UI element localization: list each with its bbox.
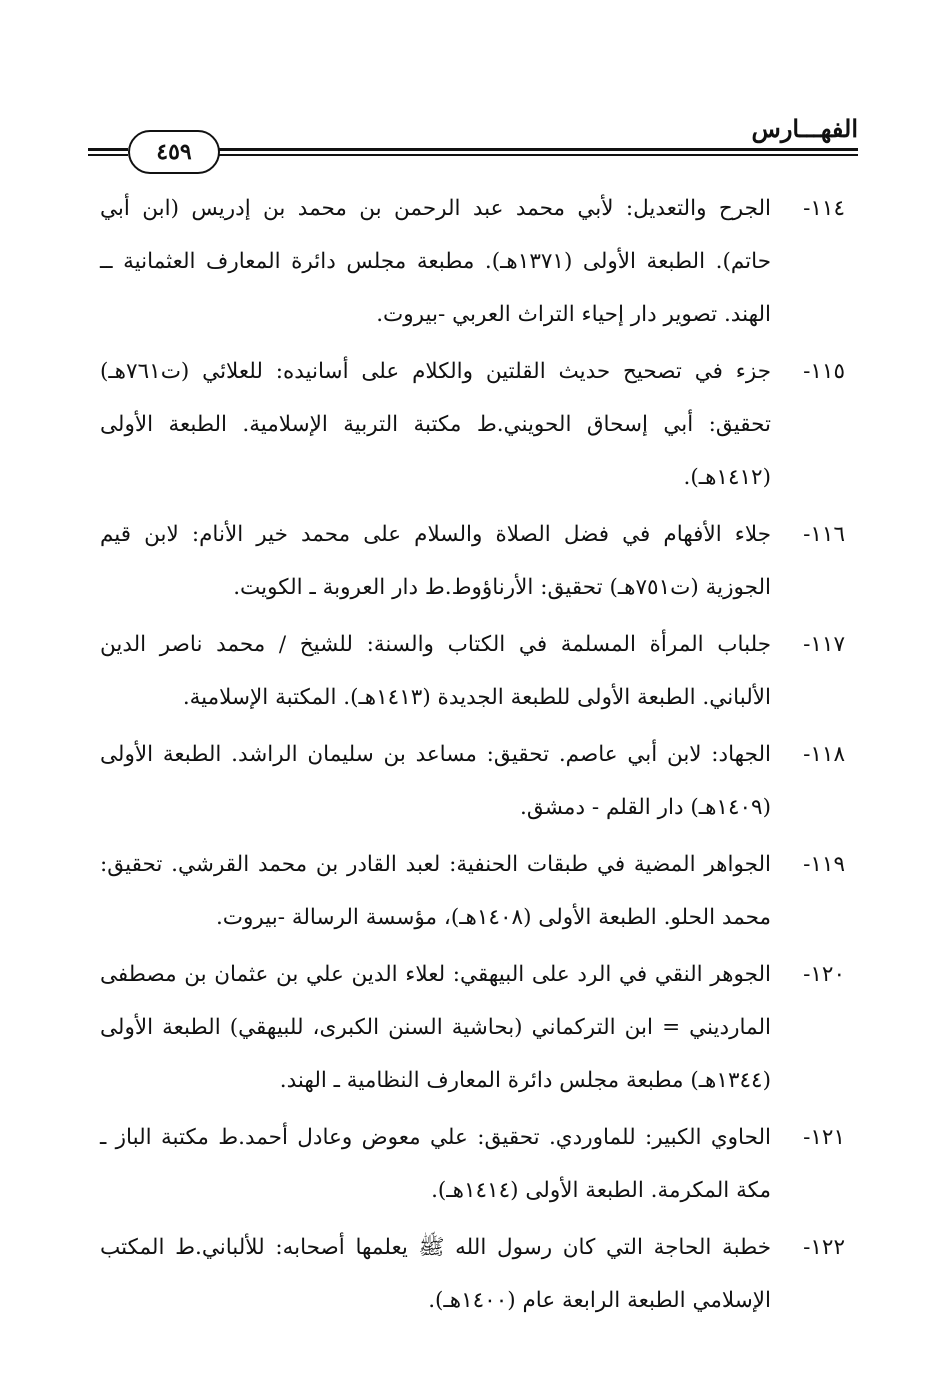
entry-text: جلاء الأفهام في فضل الصلاة والسلام على محمد خير الأنام: لابن قيم الجوزية (ت٧٥١هـ) تحقيق: الأرناؤوط.ط دار العروبة ـ الكويت.	[100, 522, 771, 600]
bibliography-entry	[100, 1111, 845, 1217]
entry-text: جلباب المرأة المسلمة في الكتاب والسنة: للشيخ / محمد ناصر الدين الألباني. الطبعة الأولى للطبعة الجديدة (١٤١٣هـ). المكتبة الإسلامية.	[100, 632, 771, 710]
bibliography-entry	[100, 838, 845, 944]
running-header	[88, 108, 858, 168]
entry-text: الجوهر النقي في الرد على البيهقي: لعلاء الدين علي بن عثمان بن مصطفى المارديني = ابن التركماني (بحاشية السنن الكبرى، للبيهقي) الطبعة الأولى (١٣٤٤هـ) مطبعة مجلس دائرة المعارف النظامية ـ الهند.	[100, 962, 771, 1093]
header-title: الفهـــارس	[751, 114, 858, 143]
entry-number: ١٢٢-	[803, 1235, 845, 1260]
entry-number: ١١٩-	[803, 852, 845, 877]
entry-number: ١١٨-	[803, 742, 845, 767]
entry-number: ١١٤-	[803, 196, 845, 221]
bibliography-entry	[100, 508, 845, 614]
entry-text: جزء في تصحيح حديث القلتين والكلام على أسانيده: للعلائي (ت٧٦١هـ) تحقيق: أبي إسحاق الحويني.ط مكتبة التربية الإسلامية. الطبعة الأولى (١٤١٢هـ).	[100, 359, 771, 490]
header-rule-right	[216, 148, 858, 156]
entry-text: الجهاد: لابن أبي عاصم. تحقيق: مساعد بن سليمان الراشد. الطبعة الأولى (١٤٠٩هـ) دار القلم - دمشق.	[100, 742, 771, 820]
bibliography-entry	[100, 948, 845, 1107]
entry-number: ١٢١-	[803, 1125, 845, 1150]
entry-number: ١١٦-	[803, 522, 845, 547]
bibliography-entry	[100, 728, 845, 834]
entry-text: الجرح والتعديل: لأبي محمد عبد الرحمن بن محمد بن إدريس (ابن أبي حاتم). الطبعة الأولى (١٣٧١هـ). مطبعة مجلس دائرة المعارف العثمانية ــ الهند. تصوير دار إحياء التراث العربي -بيروت.	[100, 196, 771, 327]
entry-number: ١٢٠-	[803, 962, 845, 987]
bibliography-list	[100, 182, 845, 1331]
bibliography-entry	[100, 1221, 845, 1327]
page-number: ٤٥٩	[128, 130, 220, 174]
bibliography-entry	[100, 618, 845, 724]
entry-text: الجواهر المضية في طبقات الحنفية: لعبد القادر بن محمد القرشي. تحقيق: محمد الحلو. الطبعة الأولى (١٤٠٨هـ)، مؤسسة الرسالة -بيروت.	[100, 852, 771, 930]
entry-number: ١١٧-	[803, 632, 845, 657]
bibliography-entry	[100, 345, 845, 504]
entry-number: ١١٥-	[803, 359, 845, 384]
entry-text: خطبة الحاجة التي كان رسول الله ﷺ يعلمها أصحابه: للألباني.ط المكتب الإسلامي الطبعة الرابعة عام (١٤٠٠هـ).	[100, 1235, 771, 1313]
header-rule-left	[88, 148, 128, 156]
bibliography-entry	[100, 182, 845, 341]
entry-text: الحاوي الكبير: للماوردي. تحقيق: علي معوض وعادل أحمد.ط مكتبة الباز ـ مكة المكرمة. الطبعة الأولى (١٤١٤هـ).	[100, 1125, 771, 1203]
